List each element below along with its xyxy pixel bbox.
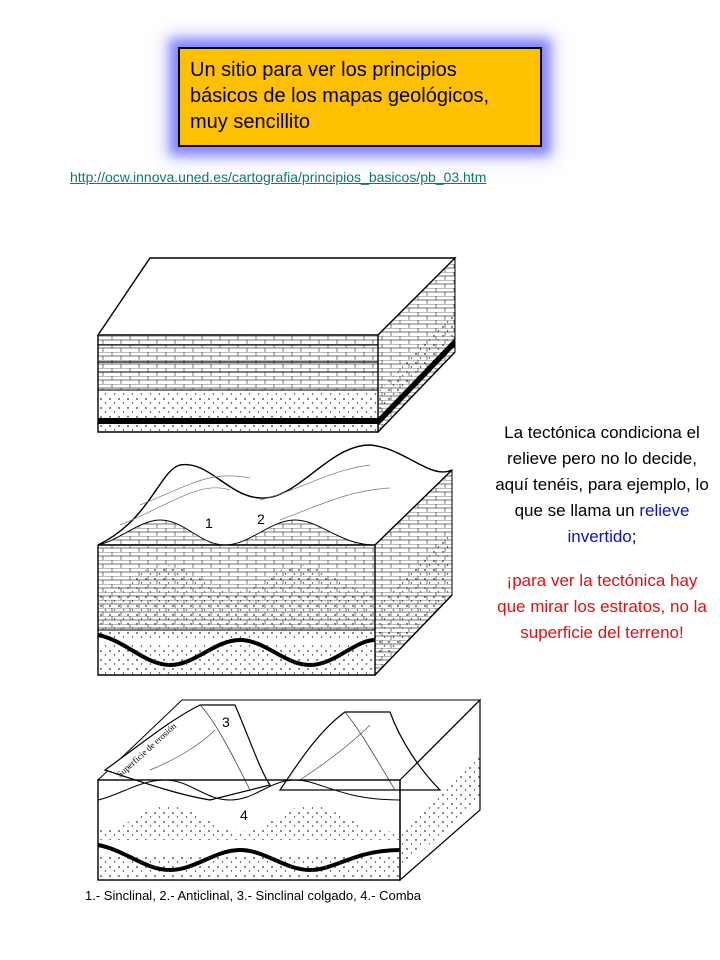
figure-caption: 1.- Sinclinal, 2.- Anticlinal, 3.- Sinclinal colgado, 4.- Comba [85,888,421,903]
highlight-punct: ; [631,527,637,546]
label-1: 1 [205,515,213,531]
source-link[interactable]: http://ocw.innova.uned.es/cartografia/principios_basicos/pb_03.htm [70,169,487,185]
block-horizontal-strata [98,258,455,432]
label-2: 2 [257,511,265,527]
highlight-term: relieve invertido [567,501,690,546]
label-3: 3 [222,714,230,730]
block-inverted-relief [98,700,480,880]
title-box: Un sitio para ver los principios básicos de los mapas geológicos, muy sencillito [178,47,542,147]
red-note: ¡para ver la tectónica hay que mirar los estratos, no la superficie del terreno! [497,571,707,642]
explanation-main: La tectónica condiciona el relieve pero no lo decide, aquí tenéis, para ejemplo, lo que se llama un [495,423,709,520]
block-folded-strata [98,445,452,675]
erosion-surface-label: Superficie de erosión [114,720,179,780]
explanation-text [492,420,712,646]
label-4: 4 [240,807,248,823]
